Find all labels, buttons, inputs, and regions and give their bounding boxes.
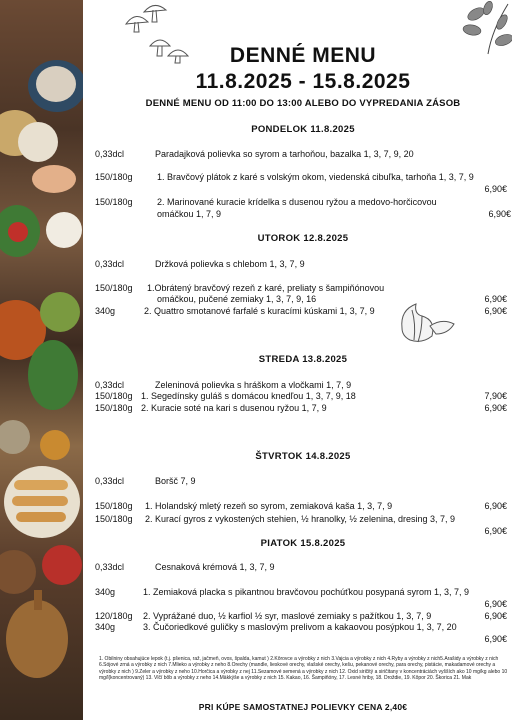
meal-price: 6,90€ xyxy=(484,634,507,644)
portion-size: 150/180g xyxy=(95,403,133,413)
hand-shape xyxy=(32,165,76,193)
menu-title: DENNÉ MENU xyxy=(229,44,377,67)
clay-pot-shape xyxy=(6,600,68,678)
portion-size: 0,33dcl xyxy=(95,380,125,390)
mushroom-bowl-shape xyxy=(36,66,76,102)
nuts-bowl-shape xyxy=(0,550,36,594)
menu-hours: DENNÉ MENU OD 11:00 DO 13:00 ALEBO DO VYPREDANIA ZÁSOB xyxy=(145,98,461,109)
portion-size: 0,33dcl xyxy=(95,562,125,572)
meal-name: 1. Segedínsky guláš s domácou knedľou 1, 3, 7, 9, 18 xyxy=(141,391,356,401)
soup-name: Držková polievka s chlebom 1, 3, 7, 9 xyxy=(155,259,305,269)
meal-price: 6,90€ xyxy=(484,501,507,511)
portion-size: 0,33dcl xyxy=(95,149,125,159)
meal-name: 1.Obrátený bravčový rezeň z karé, preliaty s šampiňónovou xyxy=(147,283,385,293)
portion-size: 150/180g xyxy=(95,391,133,401)
soup-name: Paradajková polievka so syrom a tarhoňou, bazalka 1, 3, 7, 9, 20 xyxy=(155,149,414,159)
meal-price: 6,90€ xyxy=(484,526,507,536)
allergen-footnote: 1. Obilniny obsahujúce lepok (t.j. pšenica, raž, jačmeň, ovos, špalda, kamut ) 2.Kôrovce a výrobky z nich 3.Vajcia a výrobky z nich 4.Ryby a výrobky z nich5.Arašidy a výrobky z nich 6.Sójové zrná a výrobky z nich 7.Mlieko a výrobky z neho 8.Orechy (mandle, lieskové orechy, vlašské orechy, kešu, pekanové orechy, para orechy, pistácie, makadamové orechy a výrobky z nich ) 9.Zeler a výrobky z neho 10.Horčica a výrobky z nej 11.Sezamové semená a výrobky z nich 12. Oxid siričitý a siričitany v koncentráciách vyšších ako 10 mg/kg alebo 10 mg/l(koncentrovaný) 13. Vlčí bôb a výrobky z neho 14.Mäkkýše a výrobky z nich 15. Kakao, 16. Šampiňóny, 17. Lesné hriby, 18. Droždie, 19. Kôpor 20. Škorica 21. Mak xyxy=(99,656,508,682)
portion-size: 150/180g xyxy=(95,514,133,524)
soup-name: Boršč 7, 9 xyxy=(155,476,196,486)
meal-price: 6,90€ xyxy=(484,403,507,413)
soup-standalone-price: PRI KÚPE SAMOSTATNEJ POLIEVKY CENA 2,40€ xyxy=(198,702,408,712)
honey-shape xyxy=(40,430,70,460)
portion-size: 150/180g xyxy=(95,172,133,182)
meal-price: 6,90€ xyxy=(488,209,511,219)
peppers-shape xyxy=(42,545,82,585)
day-heading-thursday: ŠTVRTOK 14.8.2025 xyxy=(255,451,351,462)
meal-name-continued: omáčkou 1, 7, 9 xyxy=(157,209,222,219)
meal-name: 2. Quattro smotanové farfalé s kuracími kúskami 1, 3, 7, 9 xyxy=(144,306,375,316)
day-heading-wednesday: STREDA 13.8.2025 xyxy=(258,354,348,365)
soup-name: Zeleninová polievka s hráškom a vločkami 1, 7, 9 xyxy=(155,380,352,390)
roll-shape xyxy=(14,480,68,490)
salad-shape xyxy=(28,340,78,410)
portion-size: 340g xyxy=(95,306,116,316)
spice-bowl-shape xyxy=(0,420,30,454)
meal-name: 1. Holandský mletý rezeň so syrom, zemiaková kaša 1, 3, 7, 9 xyxy=(145,501,393,511)
tomato-shape xyxy=(8,222,28,242)
day-heading-friday: PIATOK 15.8.2025 xyxy=(260,538,346,549)
portion-size: 150/180g xyxy=(95,197,133,207)
roll-shape xyxy=(12,496,68,506)
portion-size: 340g xyxy=(95,622,116,632)
meal-price: 6,90€ xyxy=(484,611,507,621)
portion-size: 0,33dcl xyxy=(95,476,125,486)
day-heading-monday: PONDELOK 11.8.2025 xyxy=(251,124,355,135)
meal-name: 2. Kurací gyros z vykostených stehien, ½ hranolky, ½ zelenina, dresing 3, 7, 9 xyxy=(145,514,455,524)
meal-name: 2. Kuracie soté na kari s dusenou ryžou 1, 7, 9 xyxy=(141,403,327,413)
menu-content xyxy=(95,0,511,720)
meal-name: 3. Čučoriedkové guličky s maslovým prelivom a kakaovou posýpkou 1, 3, 7, 20 xyxy=(143,622,457,632)
portion-size: 150/180g xyxy=(95,283,133,293)
meal-price: 6,90€ xyxy=(484,306,507,316)
plate-shape xyxy=(18,122,58,162)
roll-shape xyxy=(16,512,66,522)
meal-price: 7,90€ xyxy=(484,391,507,401)
meal-price: 6,90€ xyxy=(484,294,507,304)
meal-price: 6,90€ xyxy=(484,184,507,194)
portion-size: 340g xyxy=(95,587,116,597)
meal-price: 6,90€ xyxy=(484,599,507,609)
meal-name-continued: omáčkou, pučené zemiaky 1, 3, 7, 9, 16 xyxy=(157,294,317,304)
meal-name: 1. Bravčový plátok z karé s volským okom, viedenská cibuľka, tarhoňa 1, 3, 7, 9 xyxy=(157,172,474,182)
menu-date-range: 11.8.2025 - 15.8.2025 xyxy=(195,70,411,93)
cream-bowl-shape xyxy=(46,212,82,248)
portion-size: 120/180g xyxy=(95,611,133,621)
soup-name: Cesnaková krémová 1, 3, 7, 9 xyxy=(155,562,275,572)
pot-neck-shape xyxy=(34,590,42,610)
food-photo-collage xyxy=(0,0,83,720)
portion-size: 150/180g xyxy=(95,501,133,511)
portion-size: 0,33dcl xyxy=(95,259,125,269)
herb-bowl-shape xyxy=(40,292,80,332)
meal-name: 1. Zemiaková placka s pikantnou bravčovou pochúťkou posypaná syrom 1, 3, 7, 9 xyxy=(143,587,470,597)
meal-name: 2. Marinované kuracie krídelka s dusenou ryžou a medovo-horčicovou xyxy=(157,197,437,207)
meal-name: 2. Vyprážané duo, ½ karfiol ½ syr, maslové zemiaky s pažítkou 1, 3, 7, 9 xyxy=(143,611,432,621)
day-heading-tuesday: UTOROK 12.8.2025 xyxy=(257,233,349,244)
